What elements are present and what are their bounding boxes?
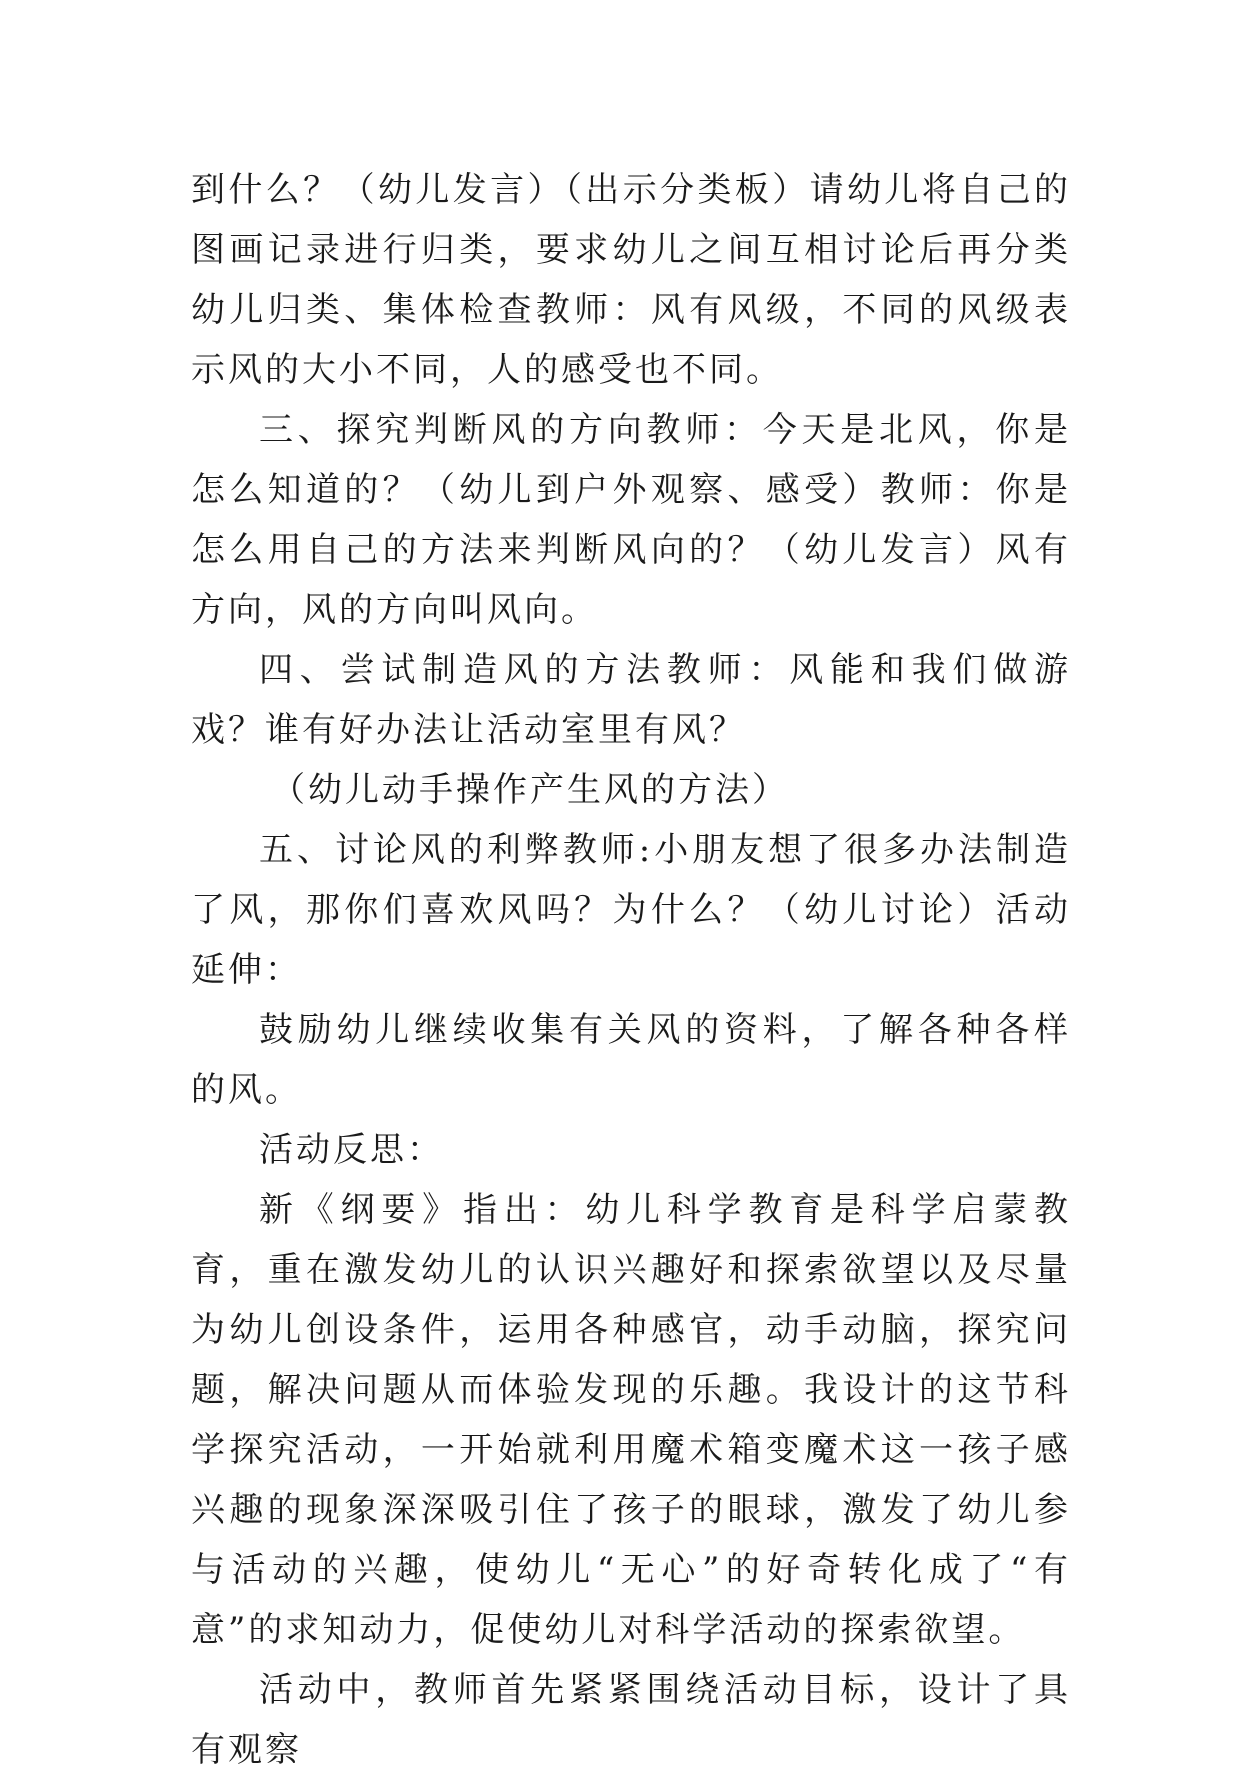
paragraph-hands-on-note: （幼儿动手操作产生风的方法） xyxy=(271,770,789,810)
paragraph-pros-cons: 五、讨论风的利弊教师:小朋友想了很多办法制造了风，那你们喜欢风吗？为什么？（幼儿讨论）活动延伸： xyxy=(191,830,1071,990)
paragraph-making-wind: 四、尝试制造风的方法教师：风能和我们做游戏？谁有好办法让活动室里有风？ xyxy=(191,650,1071,750)
document-body xyxy=(191,160,1071,1780)
paragraph-reflection-activity: 活动中，教师首先紧紧围绕活动目标，设计了具有观察 xyxy=(191,1670,1071,1770)
paragraph-extension: 鼓励幼儿继续收集有关风的资料，了解各种各样的风。 xyxy=(191,1010,1071,1110)
paragraph-reflection-guideline: 新《纲要》指出：幼儿科学教育是科学启蒙教育，重在激发幼儿的认识兴趣好和探索欲望以及尽量为幼儿创设条件，运用各种感官，动手动脑，探究问题，解决问题从而体验发现的乐趣。我设计的这节科学探究活动，一开始就利用魔术箱变魔术这一孩子感兴趣的现象深深吸引住了孩子的眼球，激发了幼儿参与活动的兴趣，使幼儿“无心”的好奇转化成了“有意”的求知动力，促使幼儿对科学活动的探索欲望。 xyxy=(191,1190,1071,1650)
paragraph-wind-direction: 三、探究判断风的方向教师：今天是北风，你是怎么知道的？（幼儿到户外观察、感受）教师：你是怎么用自己的方法来判断风向的？（幼儿发言）风有方向，风的方向叫风向。 xyxy=(191,410,1071,630)
paragraph-classification-activity: 到什么？（幼儿发言）（出示分类板）请幼儿将自己的图画记录进行归类，要求幼儿之间互相讨论后再分类幼儿归类、集体检查教师：风有风级，不同的风级表示风的大小不同，人的感受也不同。 xyxy=(191,170,1071,390)
section-heading-reflection: 活动反思： xyxy=(259,1130,444,1170)
